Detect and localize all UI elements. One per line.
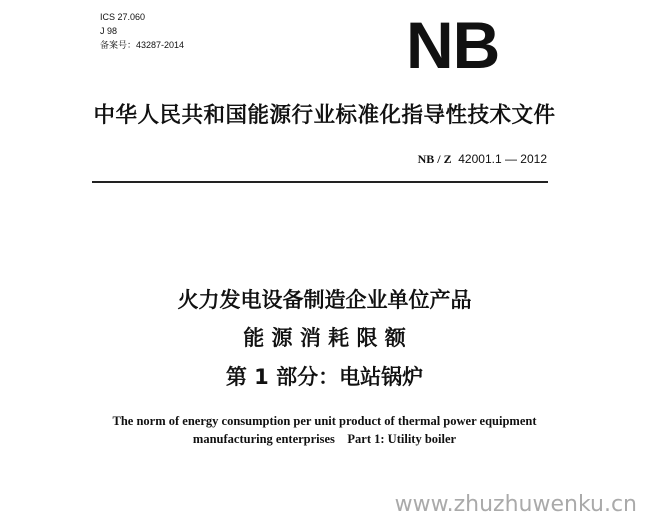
standard-code [418, 152, 547, 167]
title-cn-line2: 能 源 消 耗 限 额 [243, 326, 406, 350]
watermark: www.zhuzhuwenku.cn [394, 492, 637, 517]
divider [92, 181, 548, 183]
nb-logo: NB [406, 8, 500, 82]
title-cn-line3: 第 1 部分：电站锅炉 [225, 365, 424, 389]
code-number: 42001.1 — 2012 [458, 152, 547, 166]
title-en-line1: The norm of energy consumption per unit product of thermal power equipment [112, 414, 537, 428]
ics-number: ICS 27.060 [100, 12, 146, 22]
organization-title: 中华人民共和国能源行业标准化指导性技术文件 [93, 103, 556, 128]
title-en-line2: manufacturing enterprises Part 1: Utility boiler [192, 432, 457, 446]
title-cn-line1: 火力发电设备制造企业单位产品 [177, 288, 472, 312]
filing-number: 备案号：43287-2014 [100, 40, 185, 50]
code-prefix: NB / Z [417, 152, 452, 166]
ccs-number: J 98 [100, 26, 118, 36]
